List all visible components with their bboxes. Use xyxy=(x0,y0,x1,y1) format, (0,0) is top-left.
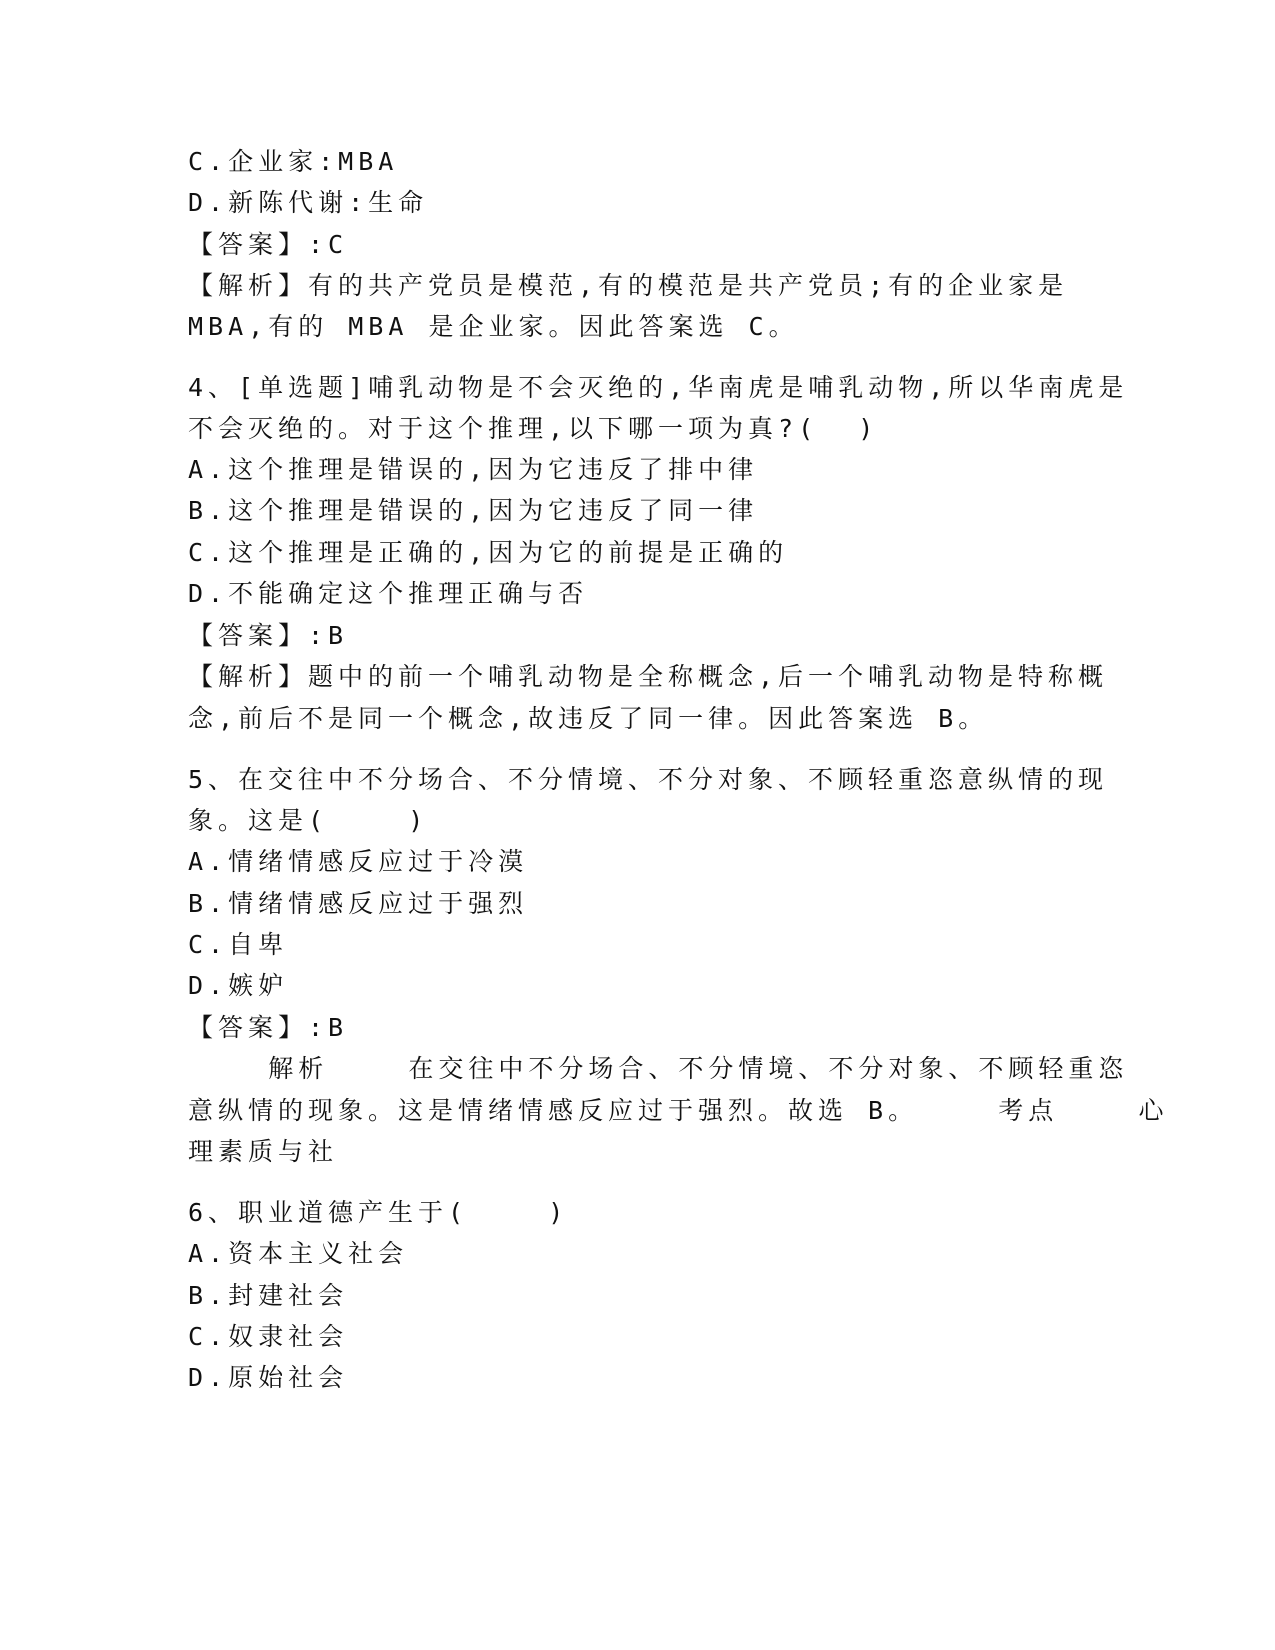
q4-option-d: D.不能确定这个推理正确与否 xyxy=(188,579,589,608)
q5-option-d: D.嫉妒 xyxy=(188,971,289,1000)
q4-stem-line-2: 不会灭绝的。对于这个推理,以下哪一项为真?( ) xyxy=(188,414,879,443)
q5-stem-line-1: 5、在交往中不分场合、不分情境、不分对象、不顾轻重恣意纵情的现 xyxy=(188,765,1109,794)
q5-option-c: C.自卑 xyxy=(188,930,289,959)
q4-answer: 【答案】:B xyxy=(188,621,349,650)
q4-option-c: C.这个推理是正确的,因为它的前提是正确的 xyxy=(188,538,789,567)
q4-option-a: A.这个推理是错误的,因为它违反了排中律 xyxy=(188,455,759,484)
q5-analysis-line-2: 意纵情的现象。这是情绪情感反应过于强烈。故选 B。 考点 心 xyxy=(188,1096,1169,1125)
q3-analysis-line-1: 【解析】有的共产党员是模范,有的模范是共产党员;有的企业家是 xyxy=(188,271,1069,300)
q4-analysis-line-1: 【解析】题中的前一个哺乳动物是全称概念,后一个哺乳动物是特称概 xyxy=(188,662,1109,691)
q3-answer: 【答案】:C xyxy=(188,230,349,259)
q6-stem: 6、职业道德产生于( ) xyxy=(188,1198,569,1227)
q6-option-c: C.奴隶社会 xyxy=(188,1322,349,1351)
q3-option-c: C.企业家:MBA xyxy=(188,147,399,176)
q5-answer: 【答案】:B xyxy=(188,1013,349,1042)
q5-stem-line-2: 象。这是( ) xyxy=(188,806,429,835)
q6-option-b: B.封建社会 xyxy=(188,1281,349,1310)
q4-stem-line-1: 4、[单选题]哺乳动物是不会灭绝的,华南虎是哺乳动物,所以华南虎是 xyxy=(188,373,1129,402)
q5-analysis-line-1: 解析 在交往中不分场合、不分情境、不分对象、不顾轻重恣 xyxy=(188,1054,1129,1083)
q5-option-b: B.情绪情感反应过于强烈 xyxy=(188,889,529,918)
q5-analysis-line-3: 理素质与社 xyxy=(188,1137,339,1166)
q4-analysis-line-2: 念,前后不是同一个概念,故违反了同一律。因此答案选 B。 xyxy=(188,704,989,733)
q3-option-d: D.新陈代谢:生命 xyxy=(188,188,429,217)
q6-option-d: D.原始社会 xyxy=(188,1363,349,1392)
q3-analysis-line-2: MBA,有的 MBA 是企业家。因此答案选 C。 xyxy=(188,312,799,341)
q6-option-a: A.资本主义社会 xyxy=(188,1239,409,1268)
q5-option-a: A.情绪情感反应过于冷漠 xyxy=(188,847,529,876)
q4-option-b: B.这个推理是错误的,因为它违反了同一律 xyxy=(188,496,759,525)
